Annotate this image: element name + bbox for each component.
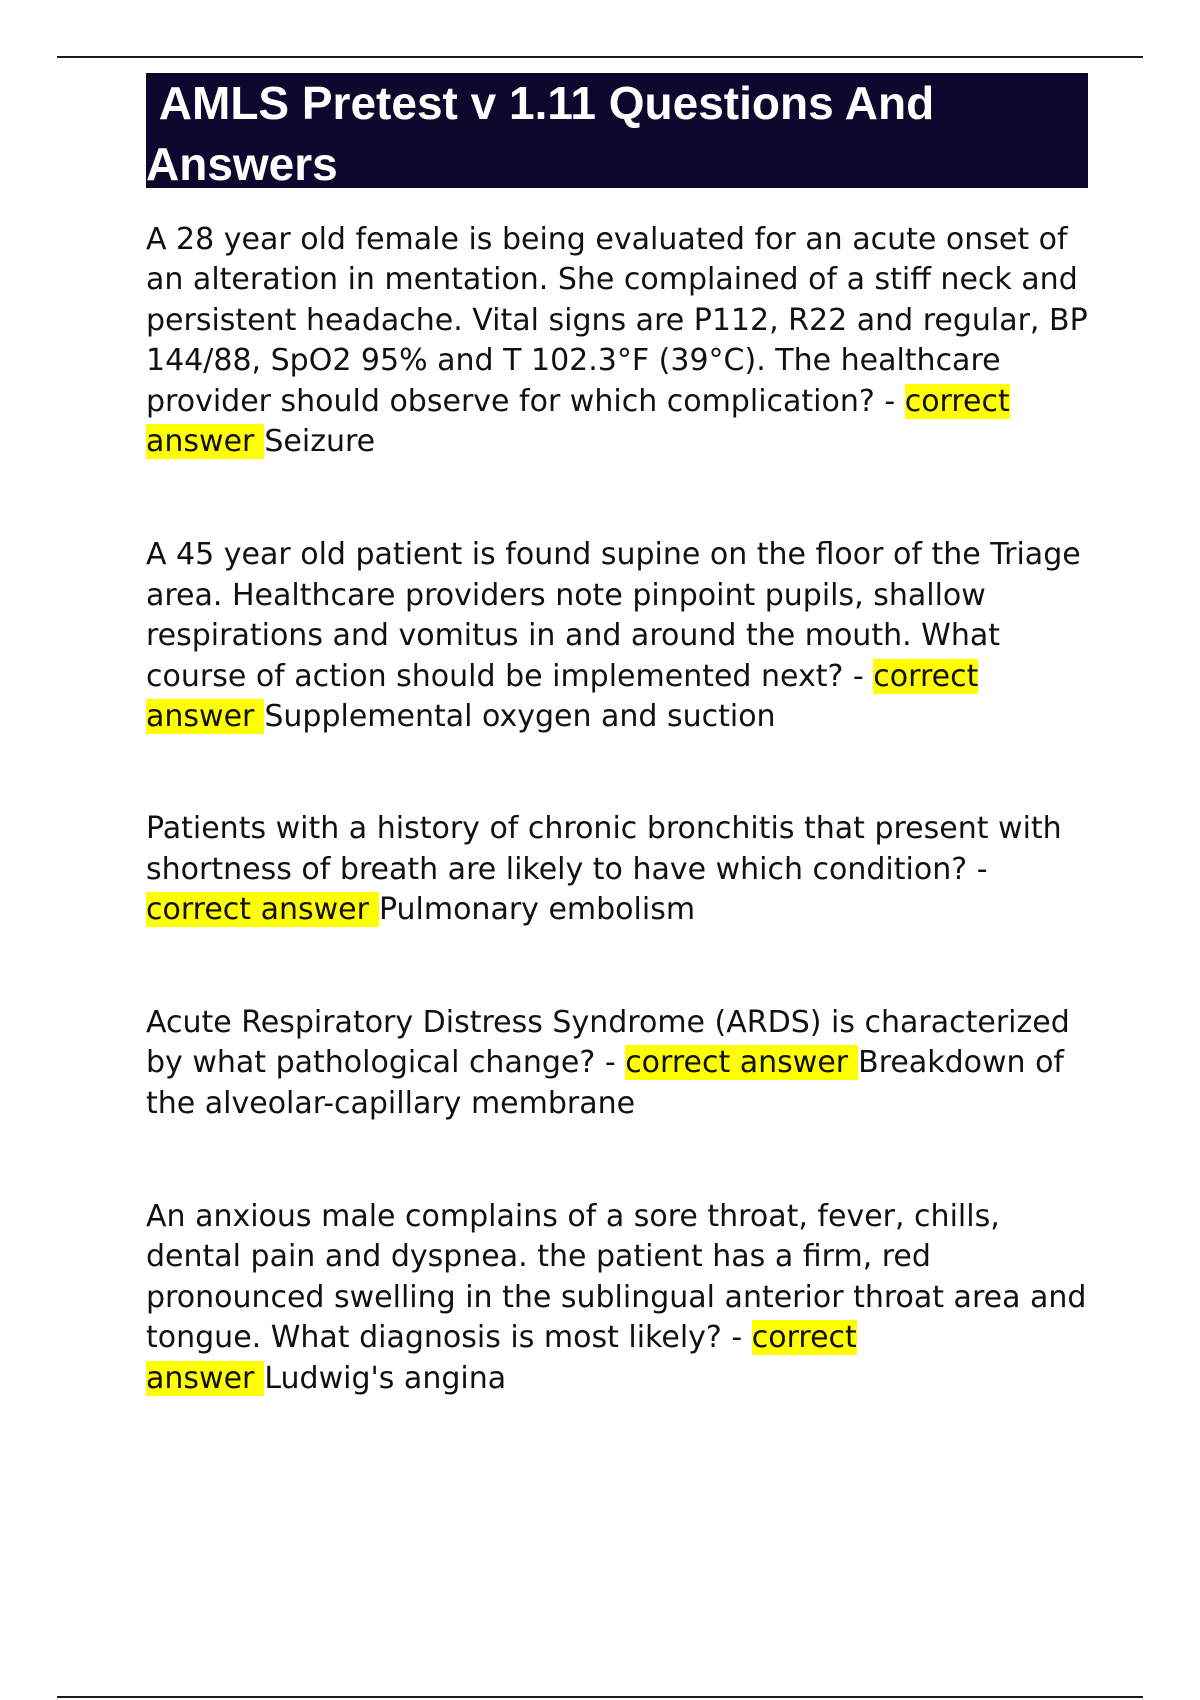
page-content bbox=[146, 73, 1088, 1399]
qa-item bbox=[146, 1197, 1096, 1399]
answer-text: Supplemental oxygen and suction bbox=[264, 699, 776, 735]
top-rule bbox=[57, 56, 1143, 58]
question-text: A 45 year old patient is found supine on the floor of the Triage area. Healthcare providers note pinpoint pupils, shallow respirations and vomitus in and around the mouth. What course of action should be implemented next? bbox=[146, 537, 1081, 694]
question-text: Acute Respiratory Distress Syndrome (ARDS) is characterized by what pathological change? bbox=[146, 1004, 1070, 1081]
correct-answer-highlight: correct answer bbox=[146, 658, 979, 735]
answer-text: Pulmonary embolism bbox=[378, 892, 696, 928]
separator: - bbox=[967, 851, 988, 887]
question-text: A 28 year old female is being evaluated for an acute onset of an alteration in mentation. She complained of a stiff neck and persistent headache. Vital signs are P112, R22 and regular, BP 144/88, SpO2 95% and T 102.3°F (39°C). The healthcare provider should observe for which complication? bbox=[146, 222, 1088, 419]
qa-item bbox=[146, 220, 1096, 462]
document-title: AMLS Pretest v 1.11 Questions And Answers bbox=[146, 77, 946, 190]
answer-text: Ludwig's angina bbox=[264, 1360, 507, 1396]
bottom-rule bbox=[57, 1696, 1143, 1698]
correct-answer-highlight: correct answer bbox=[146, 892, 379, 927]
separator: - bbox=[874, 383, 905, 419]
separator: - bbox=[721, 1320, 752, 1356]
question-text: An anxious male complains of a sore throat, fever, chills, dental pain and dyspnea. the patient has a firm, red pronounced swelling in the sublingual anterior throat area and tongue. What diagnosis is most likely? bbox=[146, 1198, 1087, 1356]
correct-answer-highlight: correct answer bbox=[625, 1045, 858, 1080]
question-text: Patients with a history of chronic bronchitis that present with shortness of breath are likely to have which condition? bbox=[146, 811, 1062, 887]
separator: - bbox=[595, 1045, 626, 1081]
qa-item bbox=[146, 535, 1096, 737]
qa-item bbox=[146, 1003, 1096, 1124]
correct-answer-highlight: correct answer bbox=[146, 383, 1010, 460]
separator: - bbox=[843, 658, 874, 694]
qa-item bbox=[146, 809, 1096, 930]
answer-text: Seizure bbox=[264, 424, 376, 460]
answer-text: Breakdown of the alveolar-capillary membrane bbox=[146, 1045, 1064, 1121]
document-title-banner bbox=[146, 73, 1088, 188]
correct-answer-highlight: correct answer bbox=[146, 1320, 857, 1396]
